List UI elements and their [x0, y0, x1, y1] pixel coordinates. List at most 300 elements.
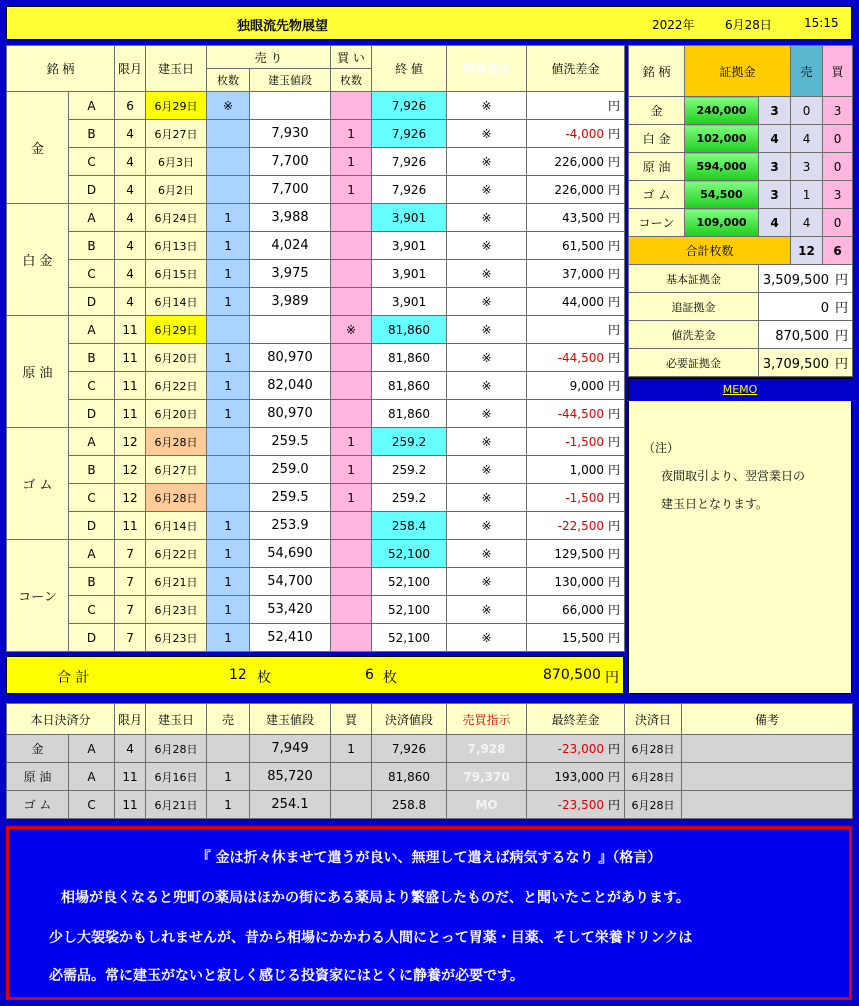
- contract-code: D: [69, 624, 115, 652]
- m-col-shokokin: 証拠金: [685, 46, 791, 97]
- yen-unit: 円: [608, 742, 621, 756]
- margin-row: [629, 181, 853, 209]
- buy-count: 1: [331, 456, 372, 484]
- signal[interactable]: ※: [447, 92, 527, 120]
- valuation-diff-value: 226,000: [554, 155, 605, 169]
- entry-price: 259.5: [250, 484, 331, 512]
- margin-table: [628, 45, 853, 377]
- margin-total-sell: 12: [791, 237, 823, 265]
- position-date: 6月28日: [146, 484, 207, 512]
- position-date: 6月29日: [146, 316, 207, 344]
- margin-buy: 3: [823, 97, 853, 125]
- summary-label: 値洗差金: [629, 321, 759, 349]
- close-price: 52,100: [372, 624, 447, 652]
- position-row: [7, 204, 625, 232]
- valuation-diff-value: 66,000: [562, 603, 605, 617]
- sell-count: [207, 120, 250, 148]
- commodity-name: ゴ ム: [7, 428, 69, 540]
- settle-code: A: [69, 735, 115, 763]
- settle-month: 11: [115, 791, 146, 819]
- signal[interactable]: ※: [447, 456, 527, 484]
- signal[interactable]: ※: [447, 596, 527, 624]
- close-price: 52,100: [372, 596, 447, 624]
- contract-month: 4: [115, 120, 146, 148]
- contract-month: 11: [115, 316, 146, 344]
- margin-row: [629, 125, 853, 153]
- position-date: 6月20日: [146, 344, 207, 372]
- entry-price: 54,700: [250, 568, 331, 596]
- margin-summary-row: [629, 293, 853, 321]
- valuation-diff-value: 130,000: [554, 575, 605, 589]
- settle-date: 6月28日: [146, 735, 207, 763]
- contract-code: C: [69, 148, 115, 176]
- col-sagaku: 値洗差金: [527, 46, 625, 92]
- valuation-diff: [527, 316, 625, 344]
- margin-buy: 0: [823, 153, 853, 181]
- entry-price: 54,690: [250, 540, 331, 568]
- s-col-label: 本日決済分: [7, 704, 115, 735]
- close-price: 3,901: [372, 288, 447, 316]
- page-title: 独眼流先物展望: [237, 19, 329, 34]
- margin-summary-row: [629, 321, 853, 349]
- entry-price: 4,024: [250, 232, 331, 260]
- settle-buy: [331, 763, 372, 791]
- commodity-name: 白 金: [7, 204, 69, 316]
- close-price: 3,901: [372, 232, 447, 260]
- sell-count: [207, 316, 250, 344]
- col-shiji[interactable]: 売買指示: [447, 46, 527, 92]
- margin-row: [629, 97, 853, 125]
- valuation-diff: [527, 260, 625, 288]
- margin-amount: 109,000: [685, 209, 759, 237]
- total-sell: 12: [229, 667, 247, 683]
- contract-month: 11: [115, 372, 146, 400]
- summary-value: [759, 349, 853, 377]
- total-sell-unit: 枚: [257, 670, 271, 686]
- buy-count: [331, 344, 372, 372]
- sell-count: 1: [207, 400, 250, 428]
- settlement-row: [7, 791, 853, 819]
- sell-count: 1: [207, 512, 250, 540]
- settlement-row: [7, 735, 853, 763]
- message-line2: 少し大袈裟かもしれませんが、昔から相場にかかわる人間にとって胃薬・目薬、そして栄養ドリンクは: [49, 930, 693, 946]
- position-date: 6月3日: [146, 148, 207, 176]
- total-diff: 870,500: [543, 667, 601, 683]
- summary-amount: 3,709,500: [762, 357, 829, 372]
- signal[interactable]: ※: [447, 624, 527, 652]
- s-col-shiji: 売買指示: [447, 704, 527, 735]
- entry-price: 7,700: [250, 148, 331, 176]
- yen-unit: 円: [608, 211, 621, 225]
- memo-line3: 建玉日となります。: [661, 497, 769, 511]
- entry-price: [250, 316, 331, 344]
- position-date: 6月24日: [146, 204, 207, 232]
- margin-sell: 1: [791, 181, 823, 209]
- margin-sell: 4: [791, 125, 823, 153]
- valuation-diff: [527, 428, 625, 456]
- message-line3: 必需品。常に建玉がないと寂しく感じる投資家にはとくに静養が必要です。: [49, 968, 524, 984]
- position-row: [7, 484, 625, 512]
- position-row: [7, 512, 625, 540]
- s-col-kessaineh: 決済値段: [372, 704, 447, 735]
- s-col-kessaibi: 決済日: [625, 704, 682, 735]
- margin-commodity: 金: [629, 97, 685, 125]
- commodity-name: コーン: [7, 540, 69, 652]
- valuation-diff: [527, 624, 625, 652]
- sell-count: 1: [207, 568, 250, 596]
- close-price: 259.2: [372, 484, 447, 512]
- valuation-diff-value: -44,500: [557, 351, 605, 365]
- s-col-kai: 買: [331, 704, 372, 735]
- entry-price: 259.5: [250, 428, 331, 456]
- signal[interactable]: ※: [447, 372, 527, 400]
- buy-count: [331, 596, 372, 624]
- settle-signal: MO: [447, 791, 527, 819]
- valuation-diff-value: 1,000: [569, 463, 605, 477]
- signal[interactable]: ※: [447, 204, 527, 232]
- buy-count: 1: [331, 428, 372, 456]
- buy-count: 1: [331, 484, 372, 512]
- valuation-diff: [527, 400, 625, 428]
- valuation-diff-value: 226,000: [554, 183, 605, 197]
- yen-unit: 円: [608, 351, 621, 365]
- contract-month: 4: [115, 148, 146, 176]
- contract-month: 4: [115, 288, 146, 316]
- position-row: [7, 456, 625, 484]
- yen-unit: 円: [608, 631, 621, 645]
- margin-count: 4: [759, 209, 791, 237]
- margin-total-row: [629, 237, 853, 265]
- settlement-row: [7, 763, 853, 791]
- position-date: 6月14日: [146, 288, 207, 316]
- contract-code: A: [69, 540, 115, 568]
- entry-price: 7,930: [250, 120, 331, 148]
- s-col-uri: 売: [207, 704, 250, 735]
- sell-count: 1: [207, 232, 250, 260]
- sell-count: 1: [207, 540, 250, 568]
- signal[interactable]: ※: [447, 176, 527, 204]
- yen-unit: 円: [608, 239, 621, 253]
- signal[interactable]: ※: [447, 260, 527, 288]
- total-label: 合 計: [57, 670, 90, 686]
- position-date: 6月20日: [146, 400, 207, 428]
- summary-label: 基本証拠金: [629, 265, 759, 293]
- yen-unit: 円: [608, 463, 621, 477]
- margin-sell: 4: [791, 209, 823, 237]
- yen-unit: 円: [608, 295, 621, 309]
- s-col-genmon: 限月: [115, 704, 146, 735]
- s-col-tategyokubi: 建玉日: [146, 704, 207, 735]
- margin-count: 3: [759, 181, 791, 209]
- contract-code: D: [69, 176, 115, 204]
- valuation-diff: [527, 288, 625, 316]
- buy-count: [331, 512, 372, 540]
- position-date: 6月27日: [146, 456, 207, 484]
- signal[interactable]: ※: [447, 512, 527, 540]
- sell-count: ※: [207, 92, 250, 120]
- settlement-table: [6, 703, 853, 819]
- margin-summary-row: [629, 349, 853, 377]
- margin-commodity: コーン: [629, 209, 685, 237]
- yen-unit: 円: [608, 519, 621, 533]
- close-price: 81,860: [372, 400, 447, 428]
- position-date: 6月21日: [146, 568, 207, 596]
- buy-count: [331, 624, 372, 652]
- m-col-meigara: 銘 柄: [629, 46, 685, 97]
- sell-count: 1: [207, 596, 250, 624]
- position-row: [7, 400, 625, 428]
- message-box: [6, 826, 852, 1000]
- margin-row: [629, 209, 853, 237]
- entry-price: 7,700: [250, 176, 331, 204]
- entry-price: 3,988: [250, 204, 331, 232]
- settle-commodity: 原 油: [7, 763, 69, 791]
- position-row: [7, 344, 625, 372]
- valuation-diff-value: 129,500: [554, 547, 605, 561]
- settle-sell: 1: [207, 791, 250, 819]
- margin-sell: 0: [791, 97, 823, 125]
- position-date: 6月14日: [146, 512, 207, 540]
- settle-signal: 79,370: [447, 763, 527, 791]
- contract-month: 12: [115, 456, 146, 484]
- valuation-diff-value: 43,500: [562, 211, 605, 225]
- position-date: 6月2日: [146, 176, 207, 204]
- position-row: [7, 92, 625, 120]
- contract-code: B: [69, 120, 115, 148]
- buy-count: [331, 288, 372, 316]
- valuation-diff: [527, 176, 625, 204]
- entry-price: [250, 92, 331, 120]
- entry-price: 253.9: [250, 512, 331, 540]
- position-date: 6月22日: [146, 372, 207, 400]
- m-col-uri: 売: [791, 46, 823, 97]
- col-uri: 売 り: [207, 46, 331, 69]
- col-maisu2: 枚数: [331, 69, 372, 92]
- position-row: [7, 428, 625, 456]
- buy-count: [331, 568, 372, 596]
- valuation-diff: [527, 204, 625, 232]
- margin-summary-row: [629, 265, 853, 293]
- settle-final-diff: [527, 791, 625, 819]
- sell-count: 1: [207, 204, 250, 232]
- signal[interactable]: ※: [447, 288, 527, 316]
- close-price: 3,901: [372, 260, 447, 288]
- close-price: 52,100: [372, 540, 447, 568]
- close-price: 81,860: [372, 344, 447, 372]
- close-price: 259.2: [372, 428, 447, 456]
- close-price: 81,860: [372, 372, 447, 400]
- signal[interactable]: ※: [447, 232, 527, 260]
- total-buy-unit: 枚: [383, 670, 397, 686]
- margin-commodity: 原 油: [629, 153, 685, 181]
- close-price: 7,926: [372, 176, 447, 204]
- buy-count: [331, 540, 372, 568]
- contract-code: C: [69, 260, 115, 288]
- memo-link[interactable]: MEMO: [629, 379, 851, 401]
- contract-code: C: [69, 484, 115, 512]
- entry-price: 3,975: [250, 260, 331, 288]
- yen-unit: 円: [608, 379, 621, 393]
- valuation-diff-value: 44,000: [562, 295, 605, 309]
- margin-count: 3: [759, 97, 791, 125]
- settle-sell: 1: [207, 763, 250, 791]
- signal[interactable]: ※: [447, 120, 527, 148]
- close-price: 258.4: [372, 512, 447, 540]
- yen-unit: 円: [608, 155, 621, 169]
- position-date: 6月28日: [146, 428, 207, 456]
- position-row: [7, 148, 625, 176]
- settle-entry-price: 254.1: [250, 791, 331, 819]
- margin-commodity: ゴ ム: [629, 181, 685, 209]
- total-buy: 6: [365, 667, 374, 683]
- yen-unit: 円: [608, 770, 621, 784]
- contract-code: C: [69, 596, 115, 624]
- contract-month: 4: [115, 204, 146, 232]
- sell-count: 1: [207, 260, 250, 288]
- margin-row: [629, 153, 853, 181]
- settle-code: C: [69, 791, 115, 819]
- valuation-diff-value: -4,000: [565, 127, 605, 141]
- sell-count: 1: [207, 344, 250, 372]
- contract-code: A: [69, 428, 115, 456]
- contract-month: 6: [115, 92, 146, 120]
- yen-unit: 円: [608, 575, 621, 589]
- settle-close-date: 6月28日: [625, 791, 682, 819]
- valuation-diff-value: 61,500: [562, 239, 605, 253]
- contract-code: B: [69, 568, 115, 596]
- valuation-diff-value: 37,000: [562, 267, 605, 281]
- margin-amount: 102,000: [685, 125, 759, 153]
- m-col-kai: 買: [823, 46, 853, 97]
- contract-month: 4: [115, 176, 146, 204]
- yen-unit: 円: [608, 547, 621, 561]
- position-row: [7, 596, 625, 624]
- margin-commodity: 白 金: [629, 125, 685, 153]
- position-date: 6月23日: [146, 624, 207, 652]
- date-time: 15:15: [804, 16, 839, 30]
- signal[interactable]: ※: [447, 428, 527, 456]
- valuation-diff: [527, 148, 625, 176]
- col-owarine: 終 値: [372, 46, 447, 92]
- col-tategyokubi: 建玉日: [146, 46, 207, 92]
- position-row: [7, 288, 625, 316]
- settle-final-diff: [527, 763, 625, 791]
- contract-month: 7: [115, 540, 146, 568]
- valuation-diff: [527, 232, 625, 260]
- summary-amount: 870,500: [775, 329, 829, 344]
- signal[interactable]: ※: [447, 316, 527, 344]
- message-line1: 相場が良くなると兜町の薬局はほかの街にある薬局より繁盛したものだ、と聞いたことがあります。: [61, 890, 690, 906]
- contract-month: 4: [115, 232, 146, 260]
- col-tateneh: 建玉値段: [250, 69, 331, 92]
- settle-buy: [331, 791, 372, 819]
- signal[interactable]: ※: [447, 400, 527, 428]
- entry-price: 53,420: [250, 596, 331, 624]
- valuation-diff: [527, 484, 625, 512]
- buy-count: 1: [331, 148, 372, 176]
- settle-final-diff-value: -23,000: [557, 742, 604, 756]
- close-price: 3,901: [372, 204, 447, 232]
- col-meigara: 銘 柄: [7, 46, 115, 92]
- settle-entry-price: 7,949: [250, 735, 331, 763]
- position-row: [7, 176, 625, 204]
- signal[interactable]: ※: [447, 484, 527, 512]
- sell-count: 1: [207, 288, 250, 316]
- settle-close-date: 6月28日: [625, 735, 682, 763]
- entry-price: 259.0: [250, 456, 331, 484]
- contract-code: B: [69, 456, 115, 484]
- sell-count: [207, 456, 250, 484]
- settle-month: 11: [115, 763, 146, 791]
- position-row: [7, 120, 625, 148]
- settle-signal: 7,928: [447, 735, 527, 763]
- yen-unit: 円: [608, 603, 621, 617]
- settle-final-diff-value: -23,500: [557, 798, 604, 812]
- signal[interactable]: ※: [447, 344, 527, 372]
- settle-sell: [207, 735, 250, 763]
- yen-unit: 円: [608, 99, 621, 113]
- buy-count: [331, 400, 372, 428]
- contract-month: 4: [115, 260, 146, 288]
- margin-count: 4: [759, 125, 791, 153]
- contract-month: 11: [115, 512, 146, 540]
- valuation-diff-value: -22,500: [557, 519, 605, 533]
- total-yen: 円: [605, 670, 619, 686]
- settle-entry-price: 85,720: [250, 763, 331, 791]
- contract-code: D: [69, 512, 115, 540]
- summary-amount: 0: [820, 301, 829, 316]
- signal[interactable]: ※: [447, 148, 527, 176]
- close-price: 7,926: [372, 148, 447, 176]
- position-date: 6月27日: [146, 120, 207, 148]
- contract-month: 7: [115, 568, 146, 596]
- settle-buy: 1: [331, 735, 372, 763]
- contract-code: D: [69, 400, 115, 428]
- yen-unit: 円: [608, 491, 621, 505]
- sell-count: [207, 176, 250, 204]
- memo-panel: [628, 378, 852, 694]
- signal[interactable]: ※: [447, 540, 527, 568]
- position-row: [7, 316, 625, 344]
- s-col-tateneh: 建玉値段: [250, 704, 331, 735]
- signal[interactable]: ※: [447, 568, 527, 596]
- position-date: 6月29日: [146, 92, 207, 120]
- memo-line1: （注）: [643, 441, 680, 455]
- valuation-diff: [527, 456, 625, 484]
- valuation-diff: [527, 596, 625, 624]
- close-price: 7,926: [372, 120, 447, 148]
- summary-amount: 3,509,500: [762, 273, 829, 288]
- summary-label: 必要証拠金: [629, 349, 759, 377]
- yen-unit: 円: [608, 407, 621, 421]
- summary-value: [759, 321, 853, 349]
- margin-total-buy: 6: [823, 237, 853, 265]
- settle-close-date: 6月28日: [625, 763, 682, 791]
- valuation-diff: [527, 372, 625, 400]
- buy-count: [331, 204, 372, 232]
- position-date: 6月15日: [146, 260, 207, 288]
- buy-count: [331, 260, 372, 288]
- summary-label: 追証拠金: [629, 293, 759, 321]
- settle-commodity: 金: [7, 735, 69, 763]
- position-date: 6月22日: [146, 540, 207, 568]
- valuation-diff-value: 9,000: [569, 379, 605, 393]
- settle-date: 6月16日: [146, 763, 207, 791]
- contract-code: B: [69, 344, 115, 372]
- date-day: 6月28日: [725, 18, 772, 32]
- contract-month: 12: [115, 484, 146, 512]
- sell-count: 1: [207, 624, 250, 652]
